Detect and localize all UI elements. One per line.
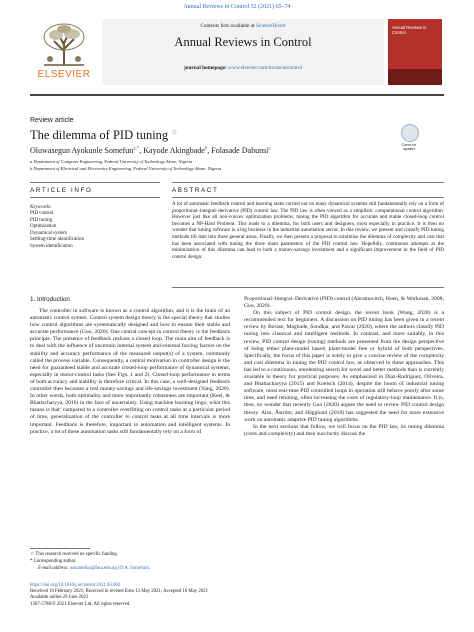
affiliation-sup: a <box>30 159 33 164</box>
homepage-link[interactable]: www.elsevier.com/locate/arcontrol <box>228 65 302 71</box>
keyword: Optimization <box>30 224 57 230</box>
keyword: Settling-time identification <box>30 237 85 243</box>
doi-link[interactable]: https://doi.org/10.1016/j.arcontrol.2021.05.002 <box>30 583 121 588</box>
publisher-name: ELSEVIER <box>37 69 91 80</box>
article-info-heading: ARTICLE INFO <box>30 187 93 194</box>
author-name[interactable]: Kayode Akingbade <box>143 146 205 155</box>
article-info-rule <box>30 182 160 183</box>
elsevier-tree-icon <box>38 21 90 69</box>
article-type: Review article <box>30 117 74 124</box>
email-link[interactable]: oasomefun@futa.edu.ng (O.A. Somefun). <box>69 566 151 571</box>
email-label: E-mail address: <box>38 566 70 571</box>
author-sup: a,* <box>133 146 140 152</box>
keyword: PID tuning <box>30 217 53 223</box>
body-paragraph: Proportional–Integral–Derivative (PID) control (Abramovitch, Hoen, & Workman, 2008; Guo, 2020). <box>244 296 444 310</box>
journal-homepage <box>102 65 384 71</box>
affiliation-text: Department of Computer Engineering, Federal University of Technology Akure, Nigeria <box>33 159 193 164</box>
abstract-heading: ABSTRACT <box>172 187 219 194</box>
abstract-text: A lot of automatic feedback control and learning tasks carried out on many dynamical systems still fundamentally rely on a form of proportional–integral–derivative (PID) control law. The PID law is often viewed as a simplistic computational control algorithm. However just like all non-convex optimization problems, tuning the PID algorithm for accurate and stable closed-loop control becomes a NP-Hard Problem. This leads to a dilemma, for both users and designers, most especially in practice. It is then no wonder that tuning software is a big business in the industrial automation sector. In this review, we present and classify PID tuning methods till date into three general areas. Finally, we then present a proposal to minimize the dilemma of complexity and cost that has been associated with tuning the three main parameters of the PID control law. Hopefully, continuous attempts at the minimization of this dilemma can lead to both a money-savings investment and a significant improvement in the field of PID control design. <box>172 201 444 260</box>
masthead-panel <box>102 19 384 85</box>
cover-title: Annual Reviews in Control <box>392 25 427 35</box>
homepage-prefix: journal homepage: <box>184 65 229 71</box>
title-text: The dilemma of PID tuning <box>30 128 169 143</box>
body-paragraph: The controller in software is known as a control algorithm, and it is the brain of an automatic control system. Control system design theory is the special theory that studies how control algorithms are systematically designed and how to ensure their stable and accurate performance (Guo, 2020). One central concept in control theory is the feedback principle. The presence of feedback realizes a closed loop. The main aim of feedback is to deal with the influence of uncertain internal system and external forcing factors on the stability and accuracy performance of the measured output(s) of a system, commonly called the process variable. Consequently, a central motivation in controller design is the need for guaranteed stable and accurate closed-loop performance of dynamical systems, especially in motor-control tasks (See Figs. 1 and 2). Closed-loop performance in terms of both accuracy and stability is therefore critical. In this case, a well-designed feedback controller then becomes a real money-savings and life-savings investment (Yang, 2020). In other words, both optimality and more importantly robustness are important (Keel, & Bhattacharyya, 2016) in the face of uncertainty. Using machine learning lingo, what this means is that: compared to a controller overfitting on control tasks at a particular period of time, generalization of the controller to control tasks at all time intervals is more important. Feedback is therefore, important in automation and intelligent systems. In practice, a lot of these automation tasks still fundamentally rely on a form of <box>30 308 230 435</box>
contents-line <box>102 23 384 29</box>
cover-band <box>388 69 442 85</box>
article-info-rule <box>30 197 160 198</box>
journal-banner <box>30 19 444 87</box>
title-footnote-mark[interactable]: ☆ <box>171 128 178 136</box>
check-for-updates-badge[interactable] <box>396 124 422 154</box>
affiliation-sup: b <box>30 166 33 171</box>
author-name[interactable]: Folasade Dahunsi <box>211 146 269 155</box>
affiliation-text: Department of Electrical and Electronics Engineering, Federal University of Technology Akure, Nigeria <box>33 166 222 171</box>
keywords-label: Keywords: <box>30 205 52 210</box>
abstract-bottom-rule <box>172 287 444 288</box>
sciencedirect-link[interactable]: ScienceDirect <box>255 23 286 29</box>
running-header: Annual Reviews in Control 52 (2021) 65–74 <box>183 4 291 10</box>
author-sup: b <box>204 146 208 152</box>
keyword: PID control <box>30 211 54 216</box>
author-name[interactable]: Oluwasegun Ayokunle Somefun <box>30 146 134 155</box>
affiliation <box>30 159 192 164</box>
author-sup: a <box>268 146 271 152</box>
body-column-right <box>244 296 444 438</box>
body-paragraph: On this subject of PID control design, the recent book (Wang, 2020) is a recommended text for beginners. A discussion on PID tuning has been given in a recent review by Borase, Maghade, Sondkar, and Pawar (2020), where the authors classify PID tuning into classical and intelligent methods. In contrast, and more suitably, in this review, PID control design (tuning) methods are presented from the design perspective of being either plant-model based, plant-model free or hybrid of both perspectives. Specifically, the focus of this paper is solely to give a concise review of the complexity and cost dilemma in tuning the PID control law, as observed in these approaches. This has led to a continuous, unrelenting search for novel and better methods than is currently available in theory for practical purposes. As emphasized in Díaz-Rodríguez, Oliveira, and Bhattacharyya (2015) and Koelsch (2014), despite the boom of industrial tuning software, most real-time PID controlled loops in operation still behave poorly after some time, and need retuning, often increasing the costs of regulatory-loop maintenance. It is, then, no wonder that recently Guo (2020) argues the need to review PID control design theory. Also, Åström, and Hägglund (2018) has suggested the need for more extensive work on automatic adaptive PID tuning algorithms. <box>244 310 444 423</box>
check-updates-label: Check for updates <box>401 143 417 151</box>
section-heading-introduction: 1. Introduction <box>30 296 70 303</box>
affiliation <box>30 166 221 171</box>
body-column-left <box>30 308 230 436</box>
footnote-rule <box>30 548 90 549</box>
elsevier-logo[interactable] <box>30 19 98 85</box>
keyword: Dynamical system <box>30 230 68 236</box>
keywords-list <box>30 211 84 251</box>
check-updates-icon <box>401 124 419 142</box>
abstract-rule <box>172 197 444 198</box>
email-footnote <box>38 566 150 571</box>
contents-prefix: Contents lists available at <box>200 23 256 29</box>
author-list: Oluwasegun Ayokunle Somefun$^{a,*}$, Kayode Akingbade$^b$, Folasade Dahunsi$^a$ <box>30 146 271 155</box>
journal-cover-thumbnail[interactable] <box>388 19 442 85</box>
copyright: 1367-5788/© 2021 Elsevier Ltd. All rights reserved. <box>30 601 131 607</box>
abstract-rule <box>172 182 444 183</box>
masthead-divider <box>30 94 444 96</box>
keyword: System identification <box>30 243 73 249</box>
publication-info <box>30 583 208 608</box>
body-paragraph: In the next sections that follow, we will focus on the PID law, its tuning dilemma (costs and complexity) and then succinctly discuss the <box>244 423 444 437</box>
article-title <box>30 128 178 143</box>
available-online: Available online 29 June 2021 <box>30 595 89 601</box>
corresponding-footnote: * Corresponding author. <box>30 559 77 564</box>
funding-footnote: ☆ This research received no specific funding. <box>30 552 118 557</box>
journal-name: Annual Reviews in Control <box>174 35 312 49</box>
received-dates: Received 16 February 2021; Received in revised form 13 May 2021; Accepted 16 May 2021 <box>30 589 208 595</box>
